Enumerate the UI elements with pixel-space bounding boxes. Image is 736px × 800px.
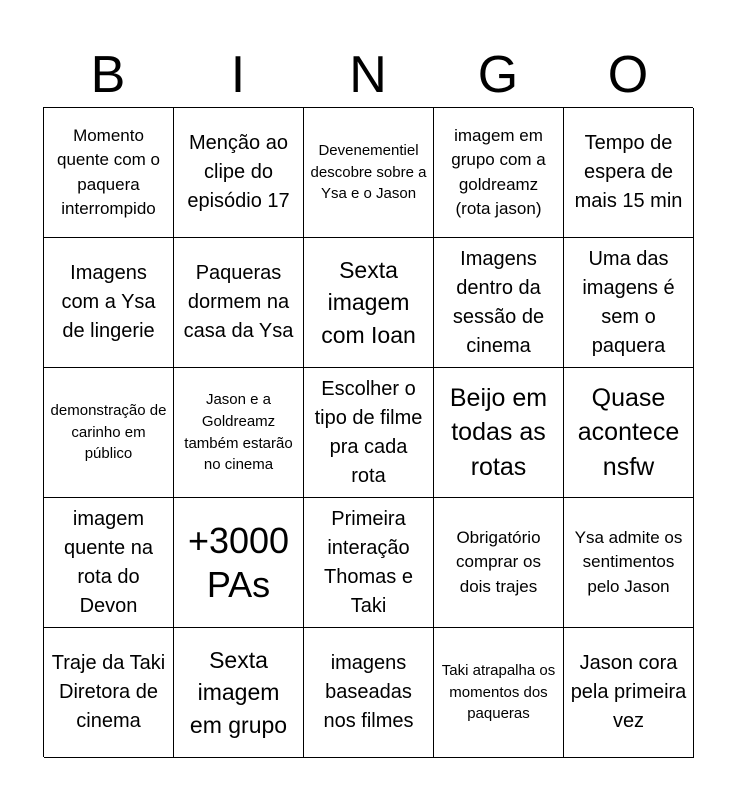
bingo-cell-r3c2[interactable]: [174, 368, 304, 498]
bingo-board: [43, 107, 693, 757]
cell-text: demonstração de carinho em público: [50, 401, 167, 463]
cell-text: Obrigatório comprar os dois trajes: [455, 528, 542, 596]
bingo-cell-r5c5[interactable]: [564, 628, 694, 758]
bingo-cell-r3c1[interactable]: [44, 368, 174, 498]
cell-text: Devenementiel descobre sobre a Ysa e o Jason: [310, 141, 427, 203]
cell-text: +3000 PAs: [187, 519, 290, 605]
bingo-cell-r1c3[interactable]: [304, 108, 434, 238]
header-letter-o: O: [607, 46, 649, 104]
bingo-cell-r2c3[interactable]: [304, 238, 434, 368]
cell-text: Quase acontece nsfw: [577, 383, 680, 481]
cell-text: Uma das imagens é sem o paquera: [582, 247, 675, 357]
bingo-cell-r2c5[interactable]: [564, 238, 694, 368]
cell-text: Primeira interação Thomas e Taki: [324, 507, 413, 617]
cell-text: imagem em grupo com a goldreamz (rota jason): [451, 126, 546, 218]
header-letter-n: N: [349, 46, 387, 104]
cell-text: Escolher o tipo de filme pra cada rota: [314, 377, 423, 487]
cell-text: imagens baseadas nos filmes: [323, 652, 414, 732]
bingo-cell-r1c1[interactable]: [44, 108, 174, 238]
bingo-cell-r1c5[interactable]: [564, 108, 694, 238]
bingo-header: [43, 44, 693, 106]
bingo-cell-r3c3[interactable]: [304, 368, 434, 498]
cell-text: Menção ao clipe do episódio 17: [187, 132, 290, 212]
cell-text: imagem quente na rota do Devon: [64, 507, 153, 617]
cell-text: Imagens com a Ysa de lingerie: [61, 262, 156, 342]
bingo-cell-r4c2[interactable]: [174, 498, 304, 628]
header-letter-g: G: [477, 46, 519, 104]
header-letter-i: I: [230, 46, 246, 104]
bingo-cell-r4c5[interactable]: [564, 498, 694, 628]
cell-text: Sexta imagem em grupo: [189, 646, 288, 738]
bingo-cell-r1c4[interactable]: [434, 108, 564, 238]
cell-text: Ysa admite os sentimentos pelo Jason: [574, 528, 683, 596]
bingo-cell-r4c4[interactable]: [434, 498, 564, 628]
bingo-cell-r5c3[interactable]: [304, 628, 434, 758]
bingo-cell-r2c2[interactable]: [174, 238, 304, 368]
bingo-cell-r1c2[interactable]: [174, 108, 304, 238]
bingo-cell-r4c1[interactable]: [44, 498, 174, 628]
bingo-cell-r5c2[interactable]: [174, 628, 304, 758]
cell-text: Traje da Taki Diretora de cinema: [51, 652, 166, 732]
cell-text: Paqueras dormem na casa da Ysa: [183, 262, 294, 342]
cell-text: Beijo em todas as rotas: [449, 383, 548, 481]
bingo-cell-r5c4[interactable]: [434, 628, 564, 758]
bingo-cell-r3c4[interactable]: [434, 368, 564, 498]
bingo-cell-r2c1[interactable]: [44, 238, 174, 368]
bingo-cell-r2c4[interactable]: [434, 238, 564, 368]
cell-text: Sexta imagem com Ioan: [321, 256, 416, 348]
header-letter-b: B: [90, 46, 126, 104]
cell-text: Taki atrapalha os momentos dos paqueras: [441, 661, 556, 723]
cell-text: Tempo de espera de mais 15 min: [574, 132, 683, 212]
cell-text: Momento quente com o paquera interrompido: [56, 126, 160, 218]
bingo-cell-r5c1[interactable]: [44, 628, 174, 758]
cell-text: Jason e a Goldreamz também estarão no cinema: [184, 391, 293, 474]
bingo-cell-r4c3[interactable]: [304, 498, 434, 628]
bingo-cell-r3c5[interactable]: [564, 368, 694, 498]
cell-text: Imagens dentro da sessão de cinema: [452, 247, 545, 357]
cell-text: Jason cora pela primeira vez: [570, 652, 687, 732]
